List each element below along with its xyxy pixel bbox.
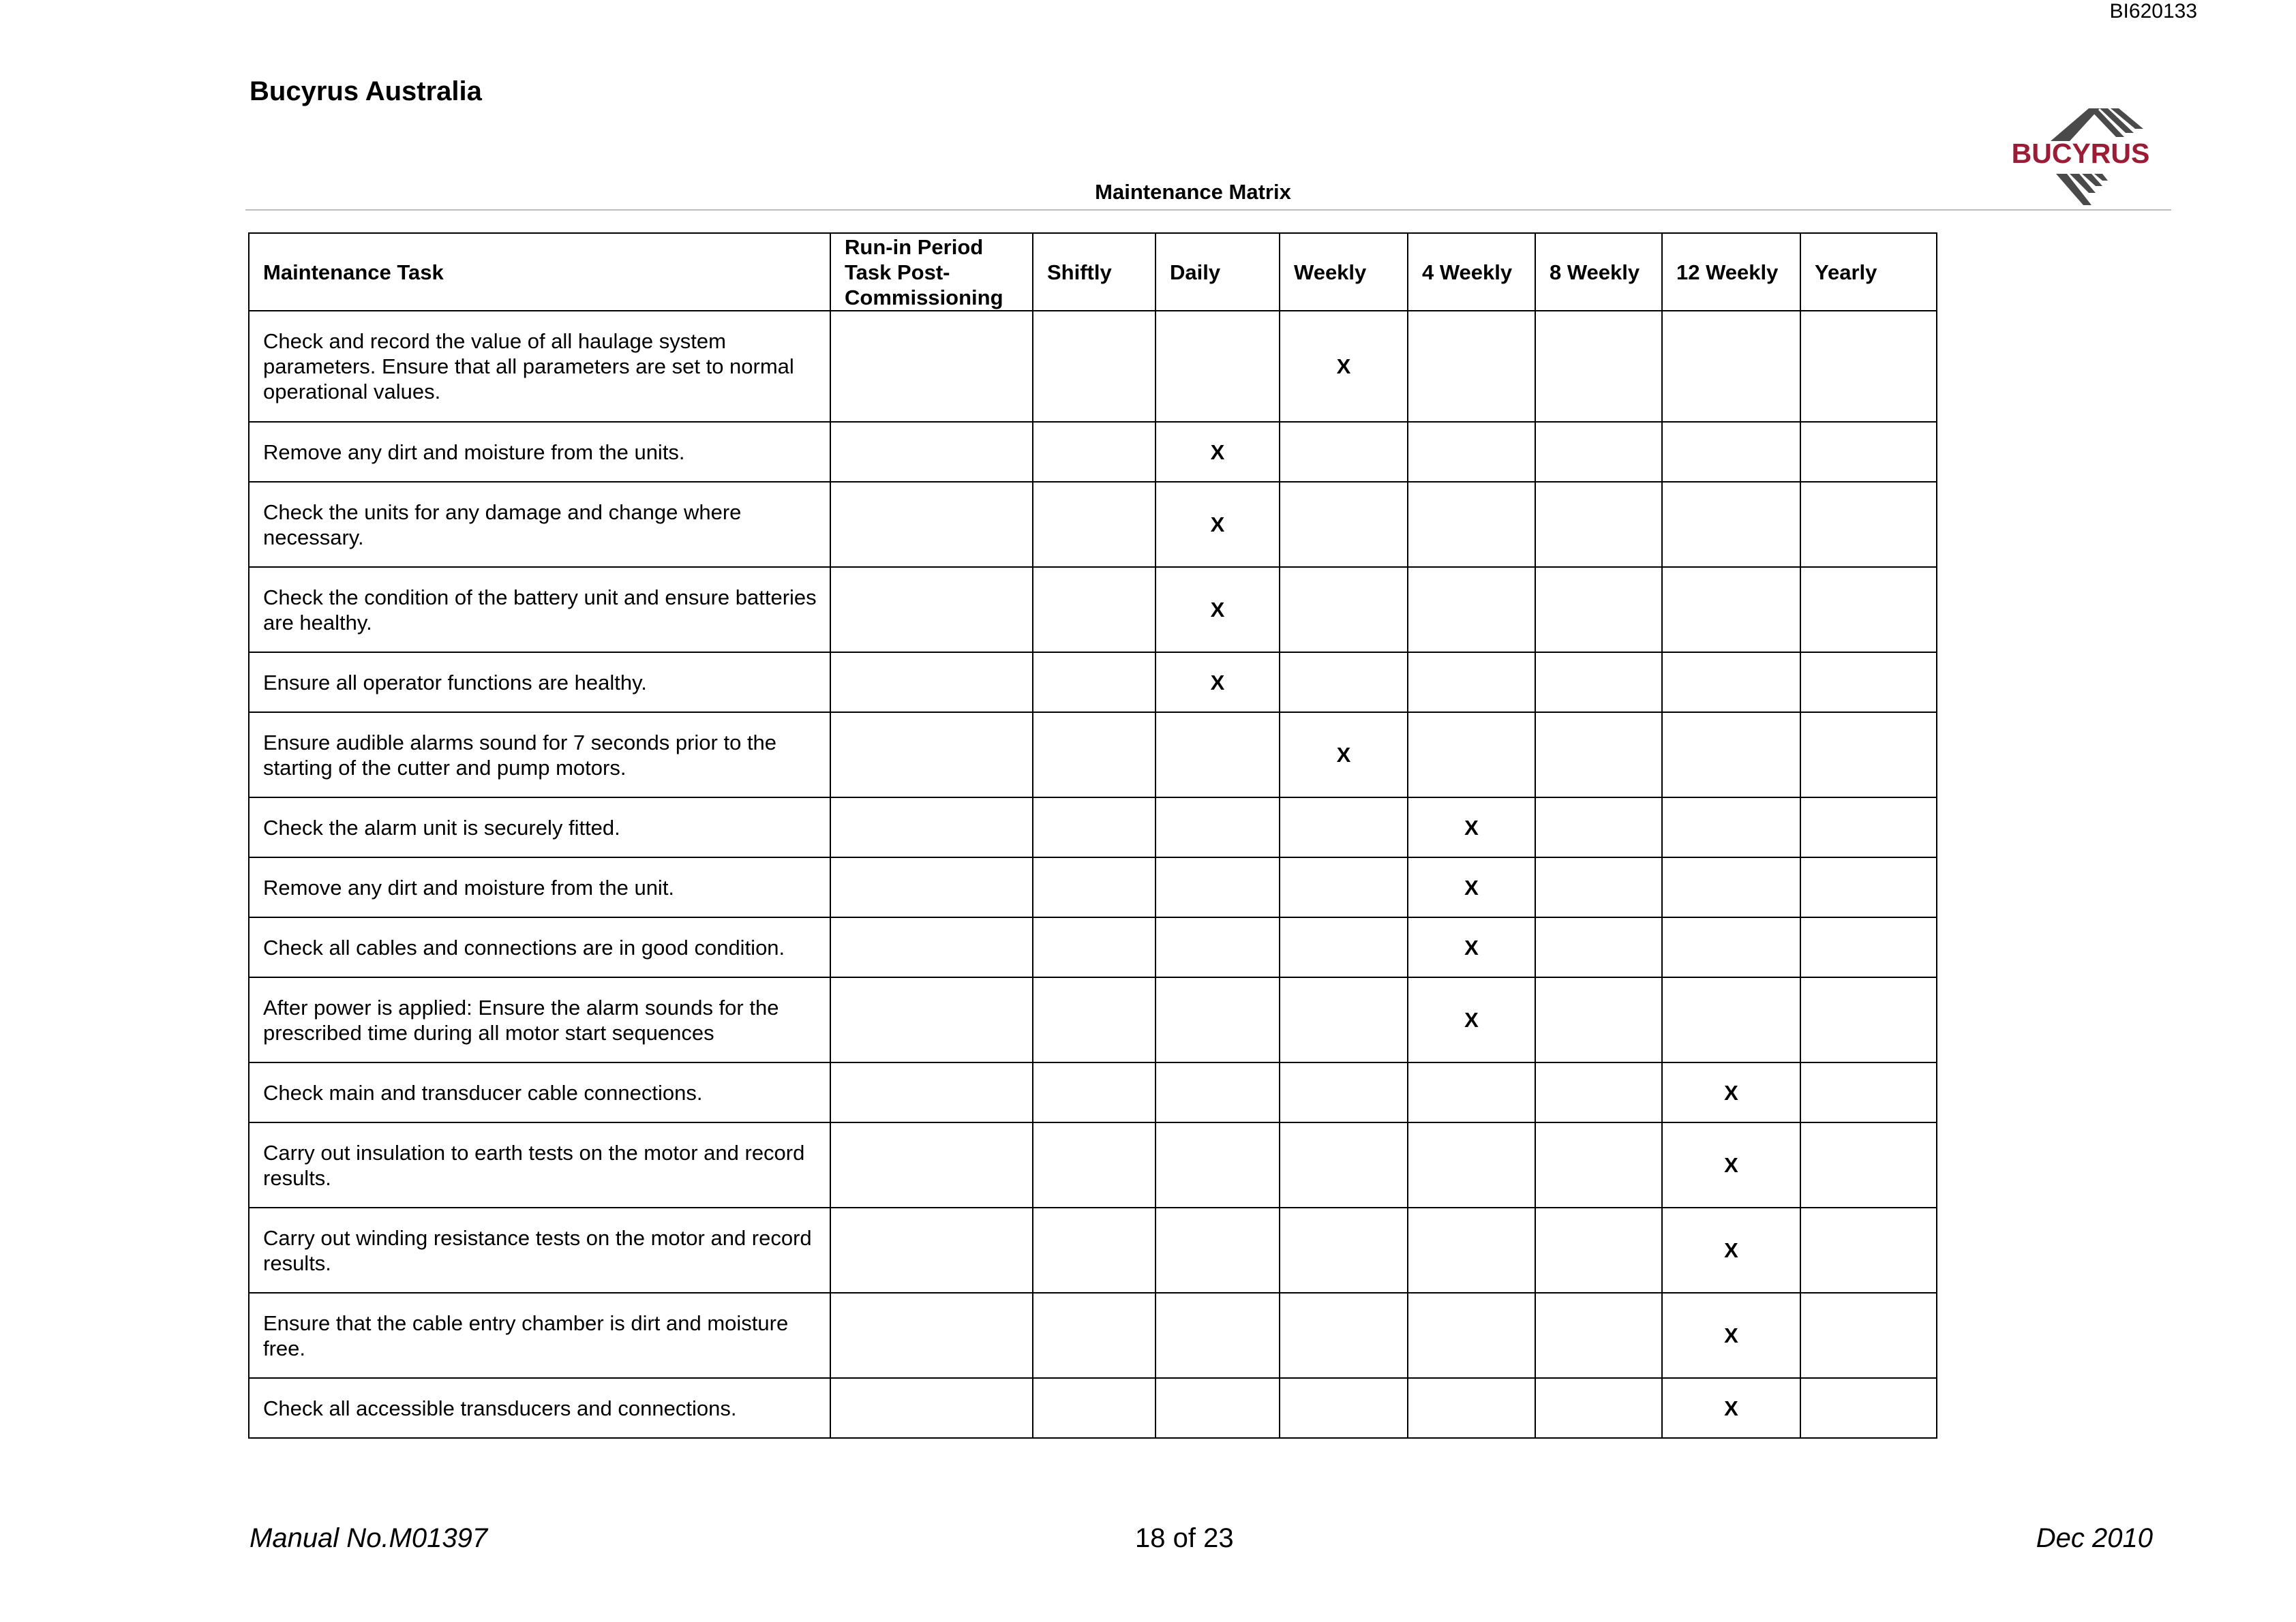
frequency-mark bbox=[1155, 1062, 1280, 1122]
frequency-mark bbox=[1033, 567, 1155, 652]
company-name: Bucyrus Australia bbox=[250, 76, 482, 106]
frequency-mark bbox=[1535, 482, 1662, 567]
column-header: 4 Weekly bbox=[1408, 233, 1535, 311]
frequency-mark bbox=[830, 1208, 1033, 1293]
frequency-mark: X bbox=[1662, 1378, 1800, 1438]
column-header: 12 Weekly bbox=[1662, 233, 1800, 311]
frequency-mark bbox=[1408, 1122, 1535, 1208]
table-row bbox=[249, 977, 1937, 1062]
frequency-mark bbox=[1155, 857, 1280, 917]
frequency-mark bbox=[1155, 917, 1280, 977]
frequency-mark bbox=[1408, 482, 1535, 567]
frequency-mark bbox=[830, 482, 1033, 567]
task-description: Check main and transducer cable connections. bbox=[249, 1062, 830, 1122]
document-date: Dec 2010 bbox=[2036, 1523, 2153, 1553]
frequency-mark bbox=[1033, 1122, 1155, 1208]
frequency-mark bbox=[1408, 567, 1535, 652]
frequency-mark bbox=[1408, 1062, 1535, 1122]
frequency-mark bbox=[1155, 1122, 1280, 1208]
logo-text: BUCYRUS bbox=[2011, 138, 2150, 169]
frequency-mark bbox=[1155, 1293, 1280, 1378]
manual-number: Manual No.M01397 bbox=[250, 1523, 488, 1553]
frequency-mark bbox=[1408, 652, 1535, 712]
task-description: After power is applied: Ensure the alarm sounds for the prescribed time during all motor start sequences bbox=[249, 977, 830, 1062]
table-header-row bbox=[249, 233, 1937, 311]
frequency-mark: X bbox=[1662, 1122, 1800, 1208]
table-row bbox=[249, 857, 1937, 917]
frequency-mark bbox=[1800, 1062, 1937, 1122]
frequency-mark bbox=[830, 1122, 1033, 1208]
task-description: Ensure all operator functions are healthy. bbox=[249, 652, 830, 712]
frequency-mark bbox=[1155, 1208, 1280, 1293]
frequency-mark bbox=[1280, 482, 1408, 567]
frequency-mark bbox=[1155, 977, 1280, 1062]
frequency-mark bbox=[830, 311, 1033, 422]
frequency-mark bbox=[830, 977, 1033, 1062]
frequency-mark bbox=[1535, 857, 1662, 917]
frequency-mark: X bbox=[1662, 1293, 1800, 1378]
table-row bbox=[249, 1293, 1937, 1378]
task-description: Remove any dirt and moisture from the unit. bbox=[249, 857, 830, 917]
frequency-mark bbox=[1535, 652, 1662, 712]
frequency-mark bbox=[1155, 712, 1280, 797]
column-header: Weekly bbox=[1280, 233, 1408, 311]
frequency-mark bbox=[1535, 1378, 1662, 1438]
frequency-mark bbox=[1800, 567, 1937, 652]
frequency-mark bbox=[1800, 1378, 1937, 1438]
frequency-mark bbox=[1800, 1122, 1937, 1208]
frequency-mark bbox=[1155, 1378, 1280, 1438]
column-header: Daily bbox=[1155, 233, 1280, 311]
task-description: Check the condition of the battery unit and ensure batteries are healthy. bbox=[249, 567, 830, 652]
logo-mark-top bbox=[2051, 108, 2143, 141]
frequency-mark bbox=[1155, 311, 1280, 422]
maintenance-matrix-table bbox=[248, 232, 1937, 1439]
table-row bbox=[249, 1062, 1937, 1122]
frequency-mark: X bbox=[1408, 917, 1535, 977]
frequency-mark bbox=[1033, 1062, 1155, 1122]
frequency-mark bbox=[1280, 917, 1408, 977]
frequency-mark bbox=[830, 1378, 1033, 1438]
frequency-mark bbox=[1662, 712, 1800, 797]
header-rule bbox=[245, 209, 2171, 211]
matrix-title: Maintenance Matrix bbox=[1095, 180, 1291, 204]
frequency-mark bbox=[1535, 1062, 1662, 1122]
frequency-mark bbox=[1280, 652, 1408, 712]
frequency-mark bbox=[830, 1293, 1033, 1378]
frequency-mark: X bbox=[1155, 482, 1280, 567]
frequency-mark bbox=[830, 1062, 1033, 1122]
frequency-mark bbox=[830, 797, 1033, 857]
table-row bbox=[249, 652, 1937, 712]
frequency-mark bbox=[1408, 712, 1535, 797]
frequency-mark bbox=[1280, 1122, 1408, 1208]
frequency-mark: X bbox=[1280, 311, 1408, 422]
frequency-mark bbox=[830, 917, 1033, 977]
table-row bbox=[249, 422, 1937, 482]
frequency-mark bbox=[1408, 1293, 1535, 1378]
frequency-mark bbox=[830, 712, 1033, 797]
frequency-mark bbox=[1800, 311, 1937, 422]
frequency-mark bbox=[1535, 567, 1662, 652]
frequency-mark bbox=[1280, 857, 1408, 917]
frequency-mark bbox=[1280, 422, 1408, 482]
frequency-mark bbox=[1800, 1208, 1937, 1293]
frequency-mark bbox=[1033, 652, 1155, 712]
frequency-mark bbox=[830, 422, 1033, 482]
frequency-mark bbox=[1408, 1378, 1535, 1438]
frequency-mark bbox=[1033, 857, 1155, 917]
frequency-mark bbox=[830, 857, 1033, 917]
task-description: Carry out winding resistance tests on the motor and record results. bbox=[249, 1208, 830, 1293]
frequency-mark bbox=[1800, 652, 1937, 712]
task-description: Carry out insulation to earth tests on the motor and record results. bbox=[249, 1122, 830, 1208]
frequency-mark bbox=[1408, 1208, 1535, 1293]
column-header: Maintenance Task bbox=[249, 233, 830, 311]
frequency-mark bbox=[1033, 977, 1155, 1062]
frequency-mark bbox=[1280, 977, 1408, 1062]
frequency-mark bbox=[1535, 1208, 1662, 1293]
frequency-mark bbox=[1280, 797, 1408, 857]
frequency-mark: X bbox=[1662, 1062, 1800, 1122]
frequency-mark: X bbox=[1662, 1208, 1800, 1293]
table-row bbox=[249, 712, 1937, 797]
column-header: Shiftly bbox=[1033, 233, 1155, 311]
task-description: Ensure that the cable entry chamber is dirt and moisture free. bbox=[249, 1293, 830, 1378]
frequency-mark bbox=[1662, 422, 1800, 482]
frequency-mark bbox=[1800, 977, 1937, 1062]
table-row bbox=[249, 482, 1937, 567]
frequency-mark bbox=[1033, 712, 1155, 797]
frequency-mark bbox=[1280, 1378, 1408, 1438]
document-id: BI620133 bbox=[2109, 0, 2197, 22]
frequency-mark: X bbox=[1280, 712, 1408, 797]
frequency-mark bbox=[1535, 917, 1662, 977]
frequency-mark bbox=[1033, 482, 1155, 567]
table-row bbox=[249, 1122, 1937, 1208]
page-number: 18 of 23 bbox=[1135, 1523, 1234, 1553]
frequency-mark bbox=[1662, 652, 1800, 712]
column-header: Run-in Period Task Post-Commissioning bbox=[830, 233, 1033, 311]
frequency-mark bbox=[1033, 422, 1155, 482]
task-description: Remove any dirt and moisture from the units. bbox=[249, 422, 830, 482]
frequency-mark: X bbox=[1155, 652, 1280, 712]
frequency-mark bbox=[1800, 712, 1937, 797]
frequency-mark: X bbox=[1408, 797, 1535, 857]
frequency-mark bbox=[1535, 712, 1662, 797]
frequency-mark bbox=[830, 652, 1033, 712]
task-description: Check all cables and connections are in good condition. bbox=[249, 917, 830, 977]
frequency-mark bbox=[1535, 422, 1662, 482]
task-description: Check all accessible transducers and connections. bbox=[249, 1378, 830, 1438]
task-description: Ensure audible alarms sound for 7 seconds prior to the starting of the cutter and pump motors. bbox=[249, 712, 830, 797]
table-row bbox=[249, 567, 1937, 652]
frequency-mark bbox=[1033, 917, 1155, 977]
frequency-mark: X bbox=[1408, 857, 1535, 917]
frequency-mark bbox=[1033, 1293, 1155, 1378]
table-row bbox=[249, 917, 1937, 977]
frequency-mark bbox=[1662, 482, 1800, 567]
task-description: Check the alarm unit is securely fitted. bbox=[249, 797, 830, 857]
table-row bbox=[249, 311, 1937, 422]
frequency-mark bbox=[1280, 1293, 1408, 1378]
column-header: Yearly bbox=[1800, 233, 1937, 311]
frequency-mark bbox=[1033, 797, 1155, 857]
frequency-mark: X bbox=[1155, 422, 1280, 482]
frequency-mark bbox=[1280, 1062, 1408, 1122]
frequency-mark bbox=[1535, 1293, 1662, 1378]
frequency-mark bbox=[1800, 857, 1937, 917]
frequency-mark bbox=[1800, 1293, 1937, 1378]
task-description: Check the units for any damage and change where necessary. bbox=[249, 482, 830, 567]
table-row bbox=[249, 1378, 1937, 1438]
frequency-mark: X bbox=[1408, 977, 1535, 1062]
frequency-mark bbox=[1033, 311, 1155, 422]
frequency-mark bbox=[1033, 1208, 1155, 1293]
frequency-mark bbox=[1800, 797, 1937, 857]
frequency-mark bbox=[1662, 311, 1800, 422]
frequency-mark bbox=[1408, 422, 1535, 482]
frequency-mark bbox=[1800, 482, 1937, 567]
frequency-mark bbox=[1033, 1378, 1155, 1438]
frequency-mark: X bbox=[1155, 567, 1280, 652]
frequency-mark bbox=[1155, 797, 1280, 857]
frequency-mark bbox=[1662, 567, 1800, 652]
frequency-mark bbox=[1535, 797, 1662, 857]
column-header: 8 Weekly bbox=[1535, 233, 1662, 311]
frequency-mark bbox=[1662, 797, 1800, 857]
frequency-mark bbox=[1662, 977, 1800, 1062]
frequency-mark bbox=[1800, 917, 1937, 977]
frequency-mark bbox=[1662, 917, 1800, 977]
frequency-mark bbox=[1535, 977, 1662, 1062]
frequency-mark bbox=[1280, 567, 1408, 652]
table-row bbox=[249, 1208, 1937, 1293]
frequency-mark bbox=[1662, 857, 1800, 917]
frequency-mark bbox=[830, 567, 1033, 652]
frequency-mark bbox=[1800, 422, 1937, 482]
frequency-mark bbox=[1535, 1122, 1662, 1208]
table-row bbox=[249, 797, 1937, 857]
task-description: Check and record the value of all haulage system parameters. Ensure that all parameters are set to normal operational values. bbox=[249, 311, 830, 422]
frequency-mark bbox=[1535, 311, 1662, 422]
frequency-mark bbox=[1280, 1208, 1408, 1293]
frequency-mark bbox=[1408, 311, 1535, 422]
